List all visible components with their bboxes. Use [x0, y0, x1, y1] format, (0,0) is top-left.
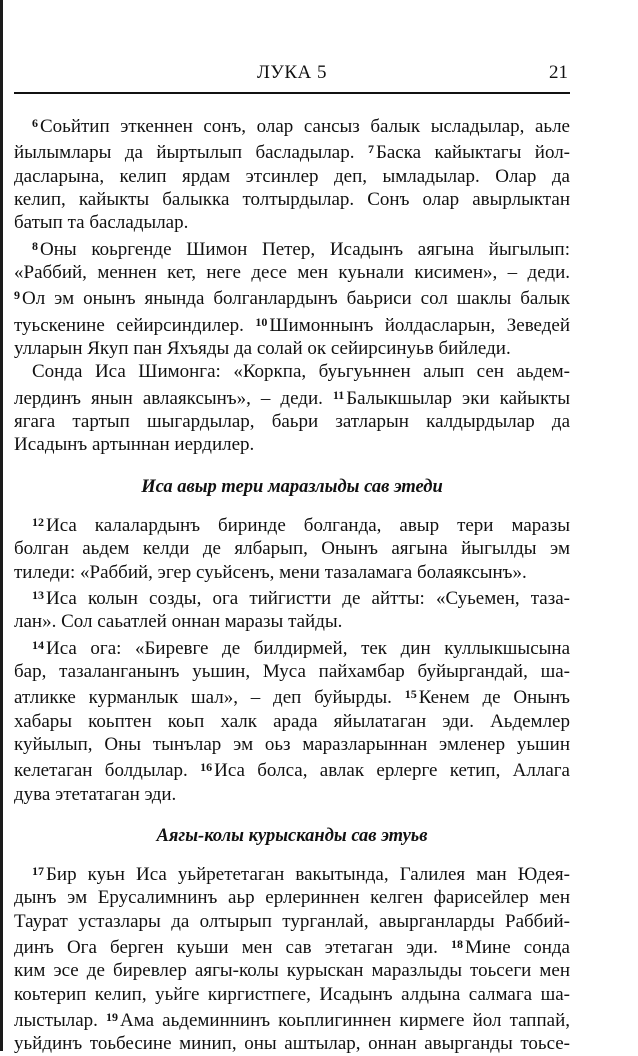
- text-line: $^{17}$ Бир куьн Иса уьйрететаган вакытында, Галилея ман Юдея-: [32, 863, 570, 885]
- text-line: куйылып, Оны тынълар эм оьз маразларыннан эмленер уьшин: [14, 733, 570, 755]
- verse-number: 10: [255, 314, 268, 329]
- text-line: келип, кайыкты балыкка толтырдылар. Сонъ олар авырлыктан: [14, 189, 570, 211]
- paragraph: [14, 112, 570, 235]
- verse-number: 7: [367, 142, 374, 157]
- verse-number: 9: [14, 288, 20, 303]
- text-line: болган аьдем келди де ялбарып, Онынъ аягына йыгылды эм: [14, 538, 570, 560]
- text-line: Таурат устазлары да олтырып турганлай, авырганларды Раббий-: [14, 910, 570, 932]
- section-heading: Аягы-колы курысканды сав этуьв: [156, 825, 428, 846]
- text-line: йылымлары да йыртылып басладылар. $^7$ Баска кайыктагы йол-: [14, 142, 570, 164]
- paragraph: [14, 360, 570, 456]
- verse-number: 16: [200, 760, 213, 775]
- text-line: уьйдинъ тоьбесине минип, оны аштылар, оннан авырганды тоьсе-: [14, 1033, 570, 1055]
- page-edge-shadow: [0, 0, 3, 1051]
- page-header: [14, 62, 570, 92]
- text-line: атликке курманлык шал», – деп буйырды. $^{15}$ Кенем де Онынъ: [14, 687, 570, 709]
- text-line: улларын Якуп пан Яхъяды да солай ок сейирсинуьв бийледи.: [14, 338, 511, 360]
- text-line: лан». Сол саьатлей оннан маразы тайды.: [14, 611, 343, 633]
- text-line: туьскенине сейирсиндилер. $^{10}$ Шимоннынъ йолдасларын, Зеведей: [14, 314, 571, 336]
- verse-number: 12: [32, 514, 44, 529]
- text-line: «Раббий, меннен кет, неге десе мен куьнали кисимен», – деди.: [14, 262, 570, 284]
- page-number: 21: [549, 62, 568, 83]
- text-line: бар, тазаланганынъ уьшин, Муса пайхамбар буйыргандай, ша-: [14, 660, 570, 682]
- text-line: дасларына, келип ярдам этсинлер деп, ымладылар. Олар да: [14, 165, 570, 187]
- text-line: коьтерип келип, уьйге киргистпеге, Исадынъ алдына салмага ша-: [14, 983, 570, 1005]
- paragraph: [14, 860, 570, 1056]
- text-line: $^{14}$ Иса ога: «Биревге де билдирмей, тек дин куллыкшысына: [32, 637, 570, 659]
- scripture-text: [14, 112, 570, 1056]
- text-line: батып та басладылар.: [14, 212, 189, 234]
- text-line: ягага тартып шыгардылар, баьри затларын калдырдылар да: [14, 411, 570, 433]
- verse-number: 6: [32, 116, 38, 130]
- text-line: $^6$ Соьйтип эткеннен сонъ, олар сансыз балык ысладылар, аьле: [32, 116, 570, 137]
- paragraph: [14, 511, 570, 584]
- verse-number: 14: [32, 637, 44, 652]
- text-line: дынъ эм Ерусалимнинъ аьр ерлериннен келген фарисейлер мен: [14, 887, 570, 909]
- text-line: хабары коьптен коьп халк арада яйылатаган эди. Аьдемлер: [14, 710, 570, 732]
- verse-number: 15: [404, 687, 417, 702]
- text-line: $^8$ Оны коьргенде Шимон Петер, Исадынъ аягына йыгылып:: [32, 238, 570, 260]
- text-line: лердинъ янын авлаяксынъ», – деди. $^{11}$ Балыкшылар эки кайыкты: [14, 387, 570, 409]
- text-line: $^9$ Ол эм онынъ янында болганлардынъ баьриси сол шаклы балык: [14, 288, 570, 310]
- section-heading: Иса авыр тери маразлыды сав этеди: [141, 476, 443, 497]
- verse-number: 13: [32, 587, 44, 602]
- header-rule: [14, 92, 570, 94]
- paragraph: [14, 584, 570, 634]
- text-line: Исадынъ артыннан иердилер.: [14, 434, 255, 456]
- text-line: дува этетатаган эди.: [14, 783, 177, 805]
- text-line: Сонда Иса Шимонга: «Коркпа, буьгуьннен алып сен аьдем-: [32, 361, 570, 383]
- text-line: $^{13}$ Иса колын созды, ога тийгистти де айтты: «Суьемен, таза-: [32, 587, 570, 609]
- verse-number: 11: [332, 387, 345, 402]
- text-line: келетаган болдылар. $^{16}$ Иса болса, авлак ерлерге кетип, Аллага: [14, 760, 570, 782]
- text-line: $^{12}$ Иса калалардынъ биринде болганда, авыр тери маразы: [32, 514, 570, 536]
- verse-number: 19: [106, 1010, 119, 1024]
- text-line: тиледи: «Раббий, эгер суьйсенъ, мени тазаламага болаяксынъ».: [14, 561, 527, 583]
- text-line: ким эсе де биревлер аягы-колы курыскан маразлыды тоьсеги мен: [14, 960, 570, 982]
- text-line: лыстылар. $^{19}$ Ама аьдеминнинъ коьплигиннен кирмеге йол таппай,: [14, 1010, 570, 1031]
- verse-number: 8: [32, 238, 38, 253]
- text-line: динъ Ога берген куьши мен сав этетаган эди. $^{18}$ Мине сонда: [14, 936, 570, 958]
- verse-number: 18: [450, 936, 463, 951]
- paragraph: [14, 634, 570, 806]
- verse-number: 17: [32, 863, 44, 878]
- paragraph: [14, 235, 570, 361]
- running-head: ЛУКА 5: [257, 62, 327, 83]
